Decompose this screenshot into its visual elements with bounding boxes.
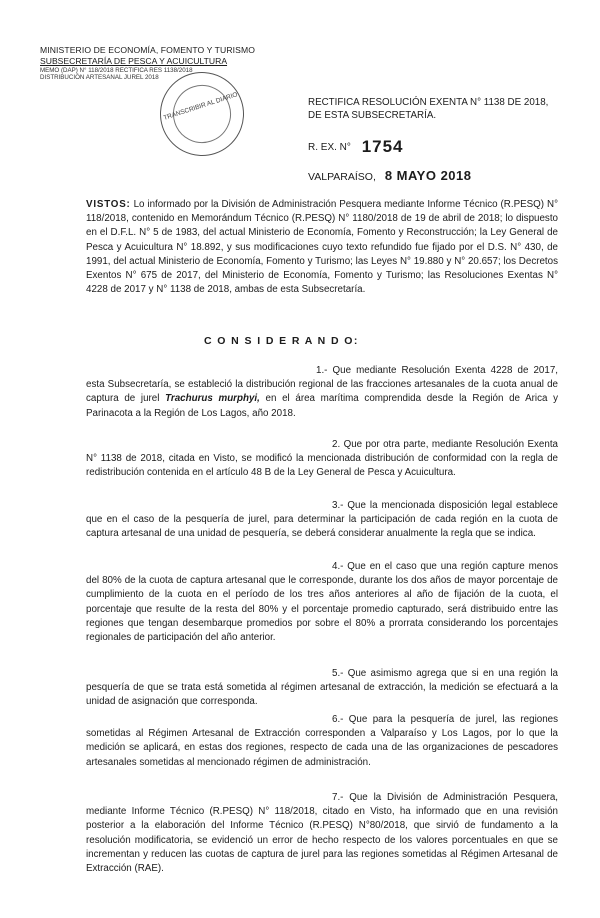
letterhead (40, 45, 260, 82)
date-value: 8 MAYO 2018 (384, 168, 472, 183)
considerando-2: 2. Que por otra parte, mediante Resolución Exenta N° 1138 de 2018, citada en Visto, se modificó la mencionada distribución de conformidad con la regla de redistribución contenida en el artículo 48 B de la Ley General de Pesca y Acuicultura. (86, 439, 558, 479)
resolution-date-line (308, 168, 472, 183)
considerando-7: 7.- Que la División de Administración Pesquera, mediante Informe Técnico (R.PESQ) N° 118/2018, citado en Visto, ha informado que en una revisión posterior a la elaboración del Informe Técnico (R.PESQ) N°80/2018, que sirvió de fundamento a la resolución modificatoria, se evidenció un error de hecho respecto de los valores porcentuales en que se incrementan y reducen las cuotas de captura de jurel para las regiones sometidas al Régimen Artesanal de Extracción (RAE). (86, 792, 558, 875)
vistos-label: VISTOS: (86, 199, 131, 210)
considerando-1 (86, 364, 558, 421)
considerando-3: 3.- Que la mencionada disposición legal establece que en el caso de la pesquería de jurel, para determinar la participación de cada región en la cuota de captura artesanal de una unidad de pesquería, se deberá considerar anualmente la regla que se indica. (86, 500, 558, 540)
stamp-text: TRANSCRIBIR AL DIARIO (162, 91, 239, 122)
distribution-reference: DISTRIBUCIÓN ARTESANAL JUREL 2018 (40, 74, 159, 82)
considerando-1-text-a: 1.- Que mediante Resolución Exenta 4228 de 2017, esta Subsecretaría, se estableció la distribución regional de las fracciones artesanales de la cuota anual de captura de jurel (86, 365, 558, 405)
subsecretaria-name: SUBSECRETARÍA DE PESCA Y ACUICULTURA (40, 55, 228, 66)
resolution-number: 1754 (361, 137, 404, 156)
title-line-1: RECTIFICA RESOLUCIÓN EXENTA N° 1138 DE 2018, (308, 97, 549, 108)
vistos-text: Lo informado por la División de Administración Pesquera mediante Informe Técnico (R.PESQ) N° 118/2018, contenido en Memorándum Técnico (R.PESQ) N° 1180/2018 de 19 de abril de 2018; lo dispuesto en el D.F.L. N° 5 de 1983, del actual Ministerio de Economía, Fomento y Reconstrucción; la Ley General de Pesca y Acuicultura N° 18.892, y sus modificaciones cuyo texto refundido fue fijado por el D.S. N° 430, de 1991, del actual Ministerio de Economía, Fomento y Turismo; las Leyes N° 19.880 y N° 20.657; los Decretos Exentos N° 675 de 2017, del Ministerio de Economía, Fomento y Turismo; las Resoluciones Exentas N° 4228 de 2017 y N° 1138 de 2018, ambas de esta Subsecretaría. (86, 199, 558, 296)
resolution-number-line (308, 135, 404, 155)
considerando-4: 4.- Que en el caso que una región capture menos del 80% de la cuota de captura artesanal que le corresponde, durante los dos años de mayor porcentaje de cumplimiento de la cuota en el período de los tres años anteriores al año de fijación de la cuota, el porcentaje que resulte de la resta del 80% y el porcentaje promedio capturado, será distribuido entre las regiones que tengan desembarque promedios por sobre el 80% a prorrata considerando los porcentajes regionales de participación del año anterior. (86, 561, 558, 644)
title-line-2: DE ESTA SUBSECRETARÍA. (308, 109, 437, 121)
considerando-6: 6.- Que para la pesquería de jurel, las regiones sometidas al Régimen Artesanal de Extracción corresponden a Valparaíso y Los Lagos, por lo que la medición se aplicará, en estas dos regiones, respecto de cada una de las organizaciones de pescadores artesanales sometidas al mencionado régimen de administración. (86, 714, 558, 768)
resolution-number-label: R. EX. N° (308, 142, 351, 153)
vistos-paragraph (86, 198, 558, 297)
considerando-1-text-b: en el área marítima comprendida desde la Región de Arica y Parinacota a la Región de Los Lagos, año 2018. (86, 393, 558, 419)
memo-reference: MEMO (DAP) N° 118/2018 RECTIFICA RES 1138/2018 (40, 66, 193, 74)
considerando-heading: C O N S I D E R A N D O: (204, 335, 359, 347)
species-name: Trachurus murphyi, (165, 393, 260, 405)
resolution-title (308, 97, 558, 122)
date-city: VALPARAÍSO, (308, 171, 376, 183)
ministry-name: MINISTERIO DE ECONOMÍA, FOMENTO Y TURISMO (40, 45, 255, 55)
considerando-5: 5.- Que asimismo agrega que si en una región la pesquería de que se trata está sometida al régimen artesanal de extracción, la medición se efectuará a la unidad de asignación que corresponda. (86, 668, 558, 708)
